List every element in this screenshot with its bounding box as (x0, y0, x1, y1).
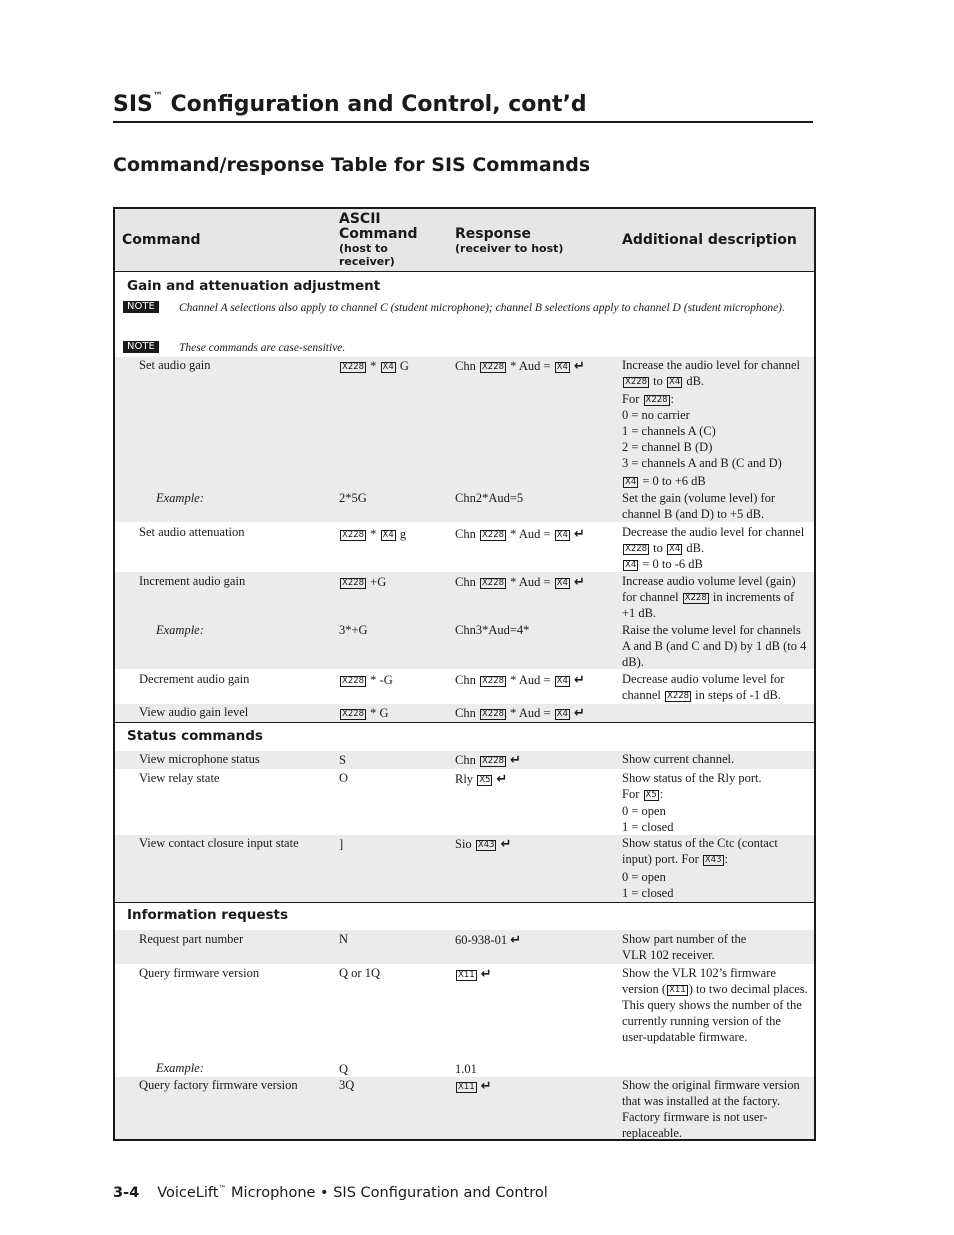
desc-text: For (622, 392, 643, 406)
response (455, 1078, 620, 1095)
variable-x11: X11 (458, 1082, 475, 1092)
desc-text: 1 = channels A (C) (622, 424, 716, 438)
title-prefix: SIS (113, 92, 153, 117)
desc-text: in increments of +1 dB. (622, 590, 795, 620)
note-badge: NOTE (123, 301, 159, 313)
desc-text: to (650, 374, 667, 388)
ascii-command (339, 672, 449, 688)
return-icon: ↵ (480, 967, 492, 982)
resp-text: Chn (455, 753, 479, 767)
command-name: Request part number (139, 932, 244, 946)
response (455, 966, 620, 983)
variable-x43: X43 (704, 855, 722, 865)
footer-product: VoiceLift (157, 1185, 219, 1201)
trademark-mark: ™ (152, 91, 163, 102)
variable-x4: X4 (669, 544, 681, 554)
response (455, 574, 620, 591)
variable-x228: X228 (481, 709, 505, 719)
variable-x228: X228 (342, 676, 365, 686)
resp-text: * Aud = (507, 527, 554, 541)
variable-x4: X4 (556, 676, 568, 686)
response (455, 705, 620, 722)
variable-x228: X228 (481, 578, 505, 588)
page-footer (113, 1184, 548, 1201)
command-name: Set audio gain (139, 358, 211, 372)
title-rest: Configuration and Control, cont’d (162, 92, 587, 117)
variable-x228: X228 (684, 593, 707, 603)
ascii-command (339, 358, 449, 374)
variable-x4: X4 (556, 362, 568, 372)
ascii-command: 3Q (339, 1078, 355, 1092)
variable-x11: X11 (458, 970, 475, 980)
table-row (115, 670, 814, 703)
command-name: View contact closure input state (139, 836, 299, 850)
desc-text: Show status of the Ctc (contact input) port. For (622, 836, 778, 866)
ascii-command (339, 526, 449, 542)
ascii-command: Q or 1Q (339, 966, 380, 980)
header-description: Additional description (622, 232, 797, 248)
ascii-command: ] (339, 837, 344, 851)
desc-text: Increase audio volume level (gain) for channel (622, 574, 796, 604)
variable-x4: X4 (625, 477, 637, 487)
description (622, 573, 808, 621)
example-command: 2*5G (339, 491, 367, 505)
variable-x228: X228 (342, 578, 365, 588)
variable-x228: X228 (625, 544, 648, 554)
example-response: 1.01 (455, 1062, 477, 1076)
desc-text: : (670, 392, 675, 406)
description: Show part number of the VLR 102 receiver. (622, 932, 747, 962)
ascii-command (339, 705, 449, 721)
desc-text: dB. (683, 374, 705, 388)
note-case (123, 340, 805, 356)
table-row (115, 572, 814, 669)
desc-text: 0 = no carrier (622, 408, 690, 422)
response (455, 672, 620, 689)
resp-text: Chn (455, 359, 479, 373)
variable-x228: X228 (481, 756, 505, 766)
header-response-label: Response (455, 226, 532, 242)
desc-text: 1 = closed (622, 820, 674, 834)
variable-x228: X228 (481, 676, 505, 686)
variable-x228: X228 (342, 709, 365, 719)
variable-x4: X4 (625, 560, 637, 570)
section-title: Command/response Table for SIS Commands (113, 154, 591, 176)
desc-text: : (724, 852, 728, 866)
header-ascii-line2: Command (339, 226, 418, 242)
note-text: Channel A selections also apply to channel C (student microphone); channel B selections apply to channel D (student microphone). (179, 302, 785, 314)
return-icon: ↵ (480, 1079, 492, 1094)
description: Show the original firmware version that was installed at the factory. Factory firmware is not user-replaceable. (622, 1078, 800, 1140)
variable-x4: X4 (382, 530, 394, 540)
resp-text: Chn (455, 673, 479, 687)
description (622, 524, 808, 572)
variable-x5: X5 (479, 775, 491, 785)
description (622, 835, 808, 901)
desc-text: ) to two decimal places. This query shows the number of the currently running version of the user-updatable firmware. (622, 982, 808, 1044)
variable-x228: X228 (481, 362, 505, 372)
resp-text: * Aud = (507, 706, 554, 720)
command-name: View audio gain level (139, 705, 249, 719)
cmd-text: * G (367, 706, 389, 720)
desc-text: = 0 to +6 dB (639, 474, 706, 488)
ascii-command: N (339, 932, 349, 946)
section-status: Status commands (127, 728, 263, 744)
example-label: Example: (156, 623, 204, 637)
desc-text: Increase the audio level for channel (622, 358, 801, 372)
response (455, 836, 620, 853)
table-row (115, 751, 814, 769)
response (455, 752, 620, 769)
desc-text: dB. (683, 541, 705, 555)
command-name: View microphone status (139, 752, 260, 766)
table-row (115, 770, 814, 834)
cmd-text: * (367, 359, 380, 373)
resp-text: * Aud = (507, 359, 554, 373)
response (455, 526, 620, 543)
desc-text: 2 = channel B (D) (622, 440, 713, 454)
variable-x4: X4 (669, 377, 681, 387)
variable-x5: X5 (645, 790, 657, 800)
example-response: Chn2*Aud=5 (455, 491, 524, 505)
description (622, 965, 808, 1045)
note-text: These commands are case-sensitive. (179, 342, 346, 354)
note-channels (123, 300, 805, 316)
return-icon: ↵ (574, 706, 585, 721)
section-info: Information requests (127, 907, 289, 923)
description (622, 357, 808, 489)
return-icon: ↵ (574, 527, 585, 542)
cmd-text: +G (367, 575, 387, 589)
command-name: Query firmware version (139, 966, 260, 980)
footer-text: Microphone • SIS Configuration and Control (226, 1185, 548, 1201)
example-label: Example: (156, 491, 204, 505)
return-icon: ↵ (510, 933, 522, 948)
table-row (115, 964, 814, 1077)
header-command: Command (122, 232, 201, 248)
desc-text: = 0 to -6 dB (639, 557, 703, 571)
cmd-text: G (396, 359, 409, 373)
table-row (115, 930, 814, 964)
desc-text: 1 = closed (622, 886, 674, 900)
desc-text: to (650, 541, 667, 555)
resp-text: Rly (455, 772, 477, 786)
command-name: View relay state (139, 771, 220, 785)
trademark-mark: ™ (218, 1184, 227, 1193)
return-icon: ↵ (574, 673, 585, 688)
variable-x228: X228 (342, 530, 365, 540)
command-name: Query factory firmware version (139, 1078, 298, 1092)
variable-x4: X4 (556, 578, 568, 588)
example-response: Chn3*Aud=4* (455, 623, 530, 637)
command-name: Set audio attenuation (139, 525, 245, 539)
cmd-text: * -G (367, 673, 393, 687)
resp-text: 60-938-01 (455, 933, 511, 947)
header-ascii-sub1: (host to (339, 242, 388, 255)
return-icon: ↵ (500, 837, 512, 852)
header-ascii-line1: ASCII (339, 211, 381, 227)
desc-text: Show status of the Rly port. (622, 771, 762, 785)
variable-x11: X11 (669, 985, 686, 995)
section-gain: Gain and attenuation adjustment (127, 278, 381, 294)
resp-text: Chn (455, 706, 479, 720)
table-row (115, 835, 814, 902)
page-title (113, 82, 813, 123)
note-badge: NOTE (123, 341, 159, 353)
response (455, 932, 620, 949)
variable-x43: X43 (477, 840, 495, 850)
resp-text: Sio (455, 837, 475, 851)
desc-text: 0 = open (622, 804, 666, 818)
return-icon: ↵ (510, 753, 522, 768)
description: Show current channel. (622, 752, 735, 766)
desc-text: For (622, 787, 643, 801)
description (622, 770, 808, 835)
ascii-command: S (339, 753, 346, 767)
table-row (115, 1077, 814, 1139)
table-row (115, 357, 814, 522)
resp-text: Chn (455, 527, 479, 541)
header-ascii (339, 212, 418, 268)
desc-text: Decrease the audio level for channel (622, 525, 805, 539)
variable-x228: X228 (667, 691, 690, 701)
header-response (455, 227, 563, 255)
section-divider (115, 722, 814, 723)
ascii-command (339, 574, 449, 590)
desc-text: in steps of -1 dB. (692, 688, 781, 702)
resp-text: * Aud = (507, 575, 554, 589)
return-icon: ↵ (496, 772, 508, 787)
desc-text: Show the VLR 102’s firmware version ( (622, 966, 776, 996)
response (455, 771, 620, 788)
return-icon: ↵ (574, 359, 585, 374)
variable-x4: X4 (556, 709, 568, 719)
ascii-command: O (339, 771, 349, 785)
header-response-sub: (receiver to host) (455, 242, 564, 255)
desc-text: Decrease audio volume level for channel (622, 672, 785, 702)
response (455, 358, 620, 375)
desc-text: 3 = channels A and B (C and D) (622, 456, 782, 470)
variable-x4: X4 (556, 530, 568, 540)
cmd-text: g (396, 527, 407, 541)
cmd-text: * (367, 527, 380, 541)
return-icon: ↵ (574, 575, 585, 590)
variable-x4: X4 (382, 362, 394, 372)
variable-x228: X228 (342, 362, 365, 372)
example-description: Raise the volume level for channels A and B (and C and D) by 1 dB (to 4 dB). (622, 623, 807, 669)
section-divider (115, 902, 814, 903)
table-header (115, 209, 814, 272)
example-command: 3*+G (339, 623, 368, 637)
table-row (115, 523, 814, 571)
page-number: 3-4 (113, 1185, 140, 1201)
description (622, 671, 808, 703)
command-name: Increment audio gain (139, 574, 246, 588)
header-ascii-sub2: receiver) (339, 255, 395, 268)
resp-text: * Aud = (507, 673, 554, 687)
resp-text: Chn (455, 575, 479, 589)
variable-x228: X228 (481, 530, 505, 540)
table-row (115, 704, 814, 722)
variable-x228: X228 (645, 395, 668, 405)
desc-text: 0 = open (622, 870, 666, 884)
example-label: Example: (156, 1061, 204, 1075)
example-command: Q (339, 1062, 349, 1076)
command-table (113, 207, 816, 1141)
example-description: Set the gain (volume level) for channel B (and D) to +5 dB. (622, 491, 776, 521)
command-name: Decrement audio gain (139, 672, 250, 686)
variable-x228: X228 (625, 377, 648, 387)
desc-text: : (659, 787, 664, 801)
